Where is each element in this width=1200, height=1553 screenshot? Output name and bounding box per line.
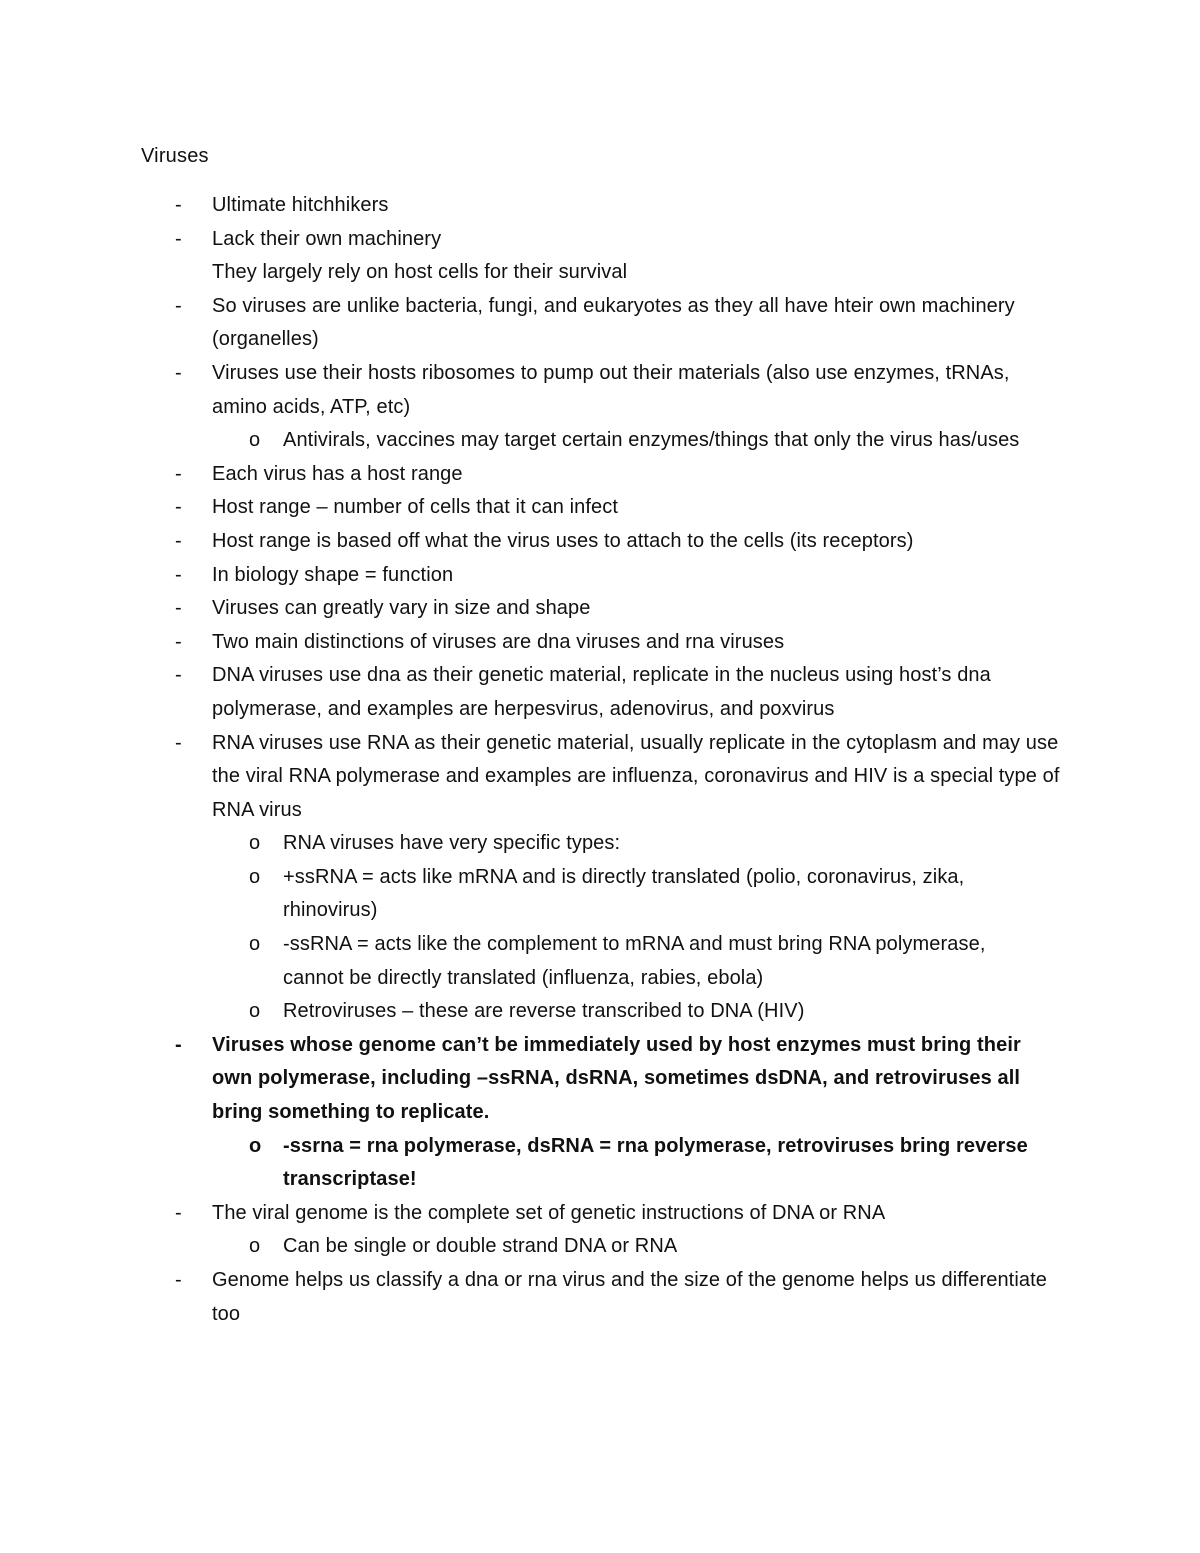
list-item-text: Antivirals, vaccines may target certain enzymes/things that only the virus has/uses [283,429,1020,452]
list-item [0,1197,1200,1231]
list-item [0,559,1200,593]
list-item [0,626,1200,660]
bullet-marker: - [175,194,182,216]
bullet-marker: - [175,462,182,485]
sub-bullet-marker: o [249,1134,262,1157]
sub-bullet-marker: o [249,1000,261,1023]
list-item-text: Lack their own machinery [212,227,442,250]
bullet-marker: - [175,1033,182,1056]
bullet-marker: - [175,731,182,754]
list-item [0,1029,1200,1130]
bullet-marker: - [175,227,182,250]
sub-bullet-marker: o [249,933,261,956]
list-item-text: Host range is based off what the virus uses to attach to the cells (its receptors) [212,529,914,552]
list-item [0,491,1200,525]
list-item [0,727,1200,828]
bullet-marker: - [175,1269,182,1291]
list-item-text: DNA viruses use dna as their genetic material, replicate in the nucleus using host’s dna polymerase, and examples are herpesvirus, adenovirus, and poxvirus [212,664,991,720]
list-item-text: Retroviruses – these are reverse transcribed to DNA (HIV) [283,1000,805,1023]
bullet-marker: - [175,563,182,586]
list-item-text: Can be single or double strand DNA or RNA [283,1235,678,1258]
list-item-text: Ultimate hitchhikers [212,194,389,216]
list-item [0,256,1200,290]
list-item-text: Viruses use their hosts ribosomes to pump out their materials (also use enzymes, tRNAs, amino acids, ATP, etc) [212,361,1010,418]
list-item-text: RNA viruses have very specific types: [283,832,621,855]
sub-list-item [0,827,1200,861]
list-item-text: In biology shape = function [212,563,454,586]
bullet-marker: - [175,294,182,317]
list-item-text: Host range – number of cells that it can infect [212,496,619,519]
list-item [0,659,1200,726]
list-item [0,1264,1200,1331]
bullet-marker: - [175,664,182,687]
list-item [0,592,1200,626]
bullet-marker: - [175,597,182,620]
list-item-text: Viruses whose genome can’t be immediately used by host enzymes must bring their own polymerase, including –ssRNA, dsRNA, sometimes dsDNA, and retroviruses all bring something to replicate. [212,1033,1021,1124]
bullet-marker: - [175,1201,182,1224]
list-item-text: -ssRNA = acts like the complement to mRNA and must bring RNA polymerase, cannot be directly translated (influenza, rabies, ebola) [283,933,986,989]
list-item-text: -ssrna = rna polymerase, dsRNA = rna polymerase, retroviruses bring reverse transcriptase! [283,1134,1028,1191]
bullet-marker: - [175,496,182,519]
list-item-text: Each virus has a host range [212,462,463,485]
list-item-text: Two main distinctions of viruses are dna viruses and rna viruses [212,630,785,653]
list-item-text: The viral genome is the complete set of genetic instructions of DNA or RNA [212,1201,886,1224]
list-item [0,189,1200,223]
list-item [0,223,1200,257]
list-item [0,525,1200,559]
sub-bullet-marker: o [249,429,261,452]
sub-bullet-marker: o [249,832,261,855]
sub-list-item [0,995,1200,1029]
sub-list-item [0,1230,1200,1264]
list-item [0,357,1200,424]
list-item-text: +ssRNA = acts like mRNA and is directly translated (polio, coronavirus, zika, rhinovirus) [283,865,965,922]
sub-bullet-marker: o [249,1235,261,1258]
sub-list-item [0,928,1200,995]
list-item-text: They largely rely on host cells for their survival [212,261,628,284]
bullet-list [0,189,1200,1331]
bullet-marker: - [175,529,182,552]
bullet-marker: - [175,361,182,384]
list-item-text: Genome helps us classify a dna or rna virus and the size of the genome helps us differentiate too [212,1269,1047,1325]
sub-list-item [0,1130,1200,1197]
list-item-text: RNA viruses use RNA as their genetic material, usually replicate in the cytoplasm and may use the viral RNA polymerase and examples are influenza, coronavirus and HIV is a special type of RNA virus [212,731,1060,821]
document-title: Viruses [141,145,209,167]
list-item [0,458,1200,492]
list-item-text: So viruses are unlike bacteria, fungi, and eukaryotes as they all have hteir own machinery (organelles) [212,294,1015,351]
bullet-marker: - [175,630,182,653]
sub-bullet-marker: o [249,865,261,888]
sub-list-item [0,424,1200,458]
list-item-text: Viruses can greatly vary in size and shape [212,597,591,620]
list-item [0,290,1200,357]
sub-list-item [0,861,1200,928]
